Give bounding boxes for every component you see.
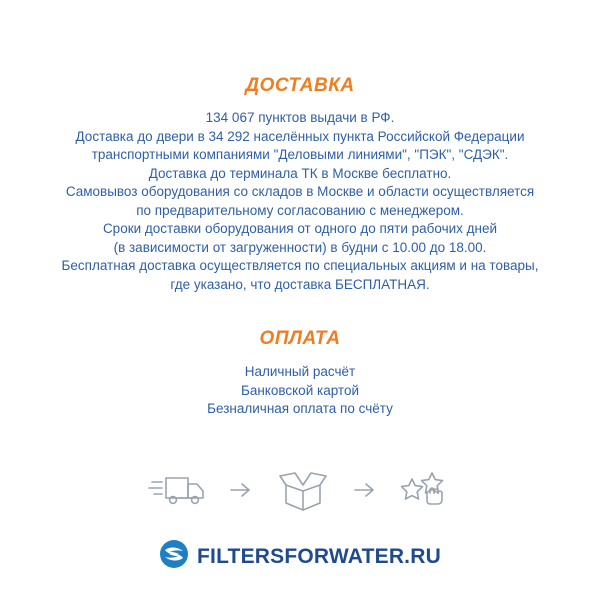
delivery-line: транспортными компаниями "Деловыми линиями", "ПЭК", "СДЭК". [91,147,509,162]
delivery-section-title: ДОСТАВКА [245,75,355,96]
arrow-right-icon [228,479,254,501]
delivery-description [20,109,580,294]
delivery-line: Сроки доставки оборудования от одного до пяти рабочих дней [102,221,498,236]
delivery-truck-icon [148,466,210,515]
water-swirl-icon [159,539,189,574]
arrow-right-icon [352,479,378,501]
delivery-line: 134 067 пунктов выдачи в РФ. [205,110,395,125]
rating-stars-hand-icon [396,463,452,518]
open-box-icon [272,463,334,518]
payment-methods-list [207,363,393,419]
site-logo[interactable] [0,539,600,574]
delivery-process-icons [148,463,452,518]
delivery-line: Доставка до терминала ТК в Москве бесплатно. [148,165,452,181]
payment-method-item: Безналичная оплата по счёту [207,401,393,416]
delivery-line: по предварительному согласованию с менеджером. [136,202,464,218]
delivery-line: Самовывоз оборудования со складов в Москве и области осуществляется [65,184,535,199]
payment-method-item: Наличный расчёт [244,364,356,379]
delivery-line: (в зависимости от загруженности) в будни с 10.00 до 18.00. [113,239,487,255]
delivery-line: Бесплатная доставка осуществляется по специальных акциям и на товары, [61,258,539,273]
logo-text: FILTERSFORWATER.RU [197,544,441,568]
payment-method-item: Банковской картой [240,382,359,398]
payment-section-title: ОПЛАТА [259,328,341,349]
delivery-line: Доставка до двери в 34 292 населённых пункта Российской Федерации [75,128,525,144]
delivery-line: где указано, что доставка БЕСПЛАТНАЯ. [170,276,430,292]
